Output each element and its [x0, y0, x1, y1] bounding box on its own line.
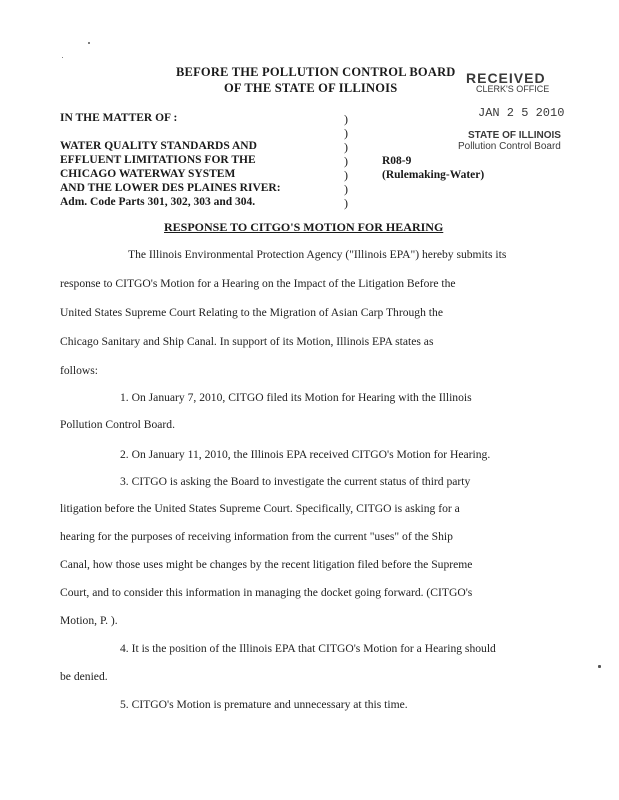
scan-speck [62, 57, 63, 58]
para3-line: hearing for the purposes of receiving information from the current "uses" of the Ship [60, 530, 453, 543]
paren: ) [344, 182, 348, 196]
stamp-board: Pollution Control Board [458, 141, 561, 152]
caption-matter: IN THE MATTER OF : [60, 112, 178, 124]
docket-number: R08-9 [382, 155, 412, 167]
caption-line: AND THE LOWER DES PLAINES RIVER: [60, 182, 281, 194]
caption-line: CHICAGO WATERWAY SYSTEM [60, 168, 236, 180]
para3-line: Motion, P. ). [60, 614, 118, 627]
stamp-state: STATE OF ILLINOIS [468, 130, 561, 141]
docket-type: (Rulemaking-Water) [382, 169, 485, 181]
para4-line: be denied. [60, 670, 108, 683]
scan-speck [88, 42, 90, 44]
board-heading-line1: BEFORE THE POLLUTION CONTROL BOARD [176, 65, 456, 79]
paren: ) [344, 168, 348, 182]
board-heading-line2: OF THE STATE OF ILLINOIS [224, 81, 398, 95]
stamp-office: CLERK'S OFFICE [476, 84, 550, 94]
para3-line: 3. CITGO is asking the Board to investigate the current status of third party [120, 475, 471, 488]
scan-speck [598, 665, 601, 668]
stamp-received: RECEIVED [466, 70, 546, 86]
para3-line: Court, and to consider this information in managing the docket going forward. (CITGO's [60, 586, 473, 599]
document-title: RESPONSE TO CITGO'S MOTION FOR HEARING [164, 220, 444, 234]
caption-line: WATER QUALITY STANDARDS AND [60, 140, 257, 152]
paren: ) [344, 112, 348, 126]
paren: ) [344, 140, 348, 154]
paren: ) [344, 196, 348, 210]
para1-line: 1. On January 7, 2010, CITGO filed its Motion for Hearing with the Illinois [120, 391, 472, 404]
paren: ) [344, 154, 348, 168]
intro-line: The Illinois Environmental Protection Agency ("Illinois EPA") hereby submits its [128, 248, 507, 261]
intro-line: response to CITGO's Motion for a Hearing on the Impact of the Litigation Before the [60, 277, 456, 290]
para1-line: Pollution Control Board. [60, 418, 175, 431]
caption-parens [344, 112, 348, 210]
received-stamp [458, 70, 565, 152]
intro-line: United States Supreme Court Relating to the Migration of Asian Carp Through the [60, 306, 443, 319]
paren: ) [344, 126, 348, 140]
para4-line: 4. It is the position of the Illinois EPA that CITGO's Motion for a Hearing should [120, 642, 496, 655]
para3-line: litigation before the United States Supreme Court. Specifically, CITGO is asking for a [60, 502, 460, 515]
intro-line: Chicago Sanitary and Ship Canal. In support of its Motion, Illinois EPA states as [60, 335, 434, 348]
intro-line: follows: [60, 364, 99, 377]
caption-line: EFFLUENT LIMITATIONS FOR THE [60, 154, 256, 166]
para5-line: 5. CITGO's Motion is premature and unnecessary at this time. [120, 698, 408, 711]
caption-line: Adm. Code Parts 301, 302, 303 and 304. [60, 196, 256, 208]
para3-line: Canal, how those uses might be changes by the recent litigation filed before the Supreme [60, 558, 473, 571]
caption-lines [60, 139, 281, 209]
stamp-date: JAN 2 5 2010 [478, 106, 565, 120]
para2-line: 2. On January 11, 2010, the Illinois EPA received CITGO's Motion for Hearing. [120, 448, 491, 461]
